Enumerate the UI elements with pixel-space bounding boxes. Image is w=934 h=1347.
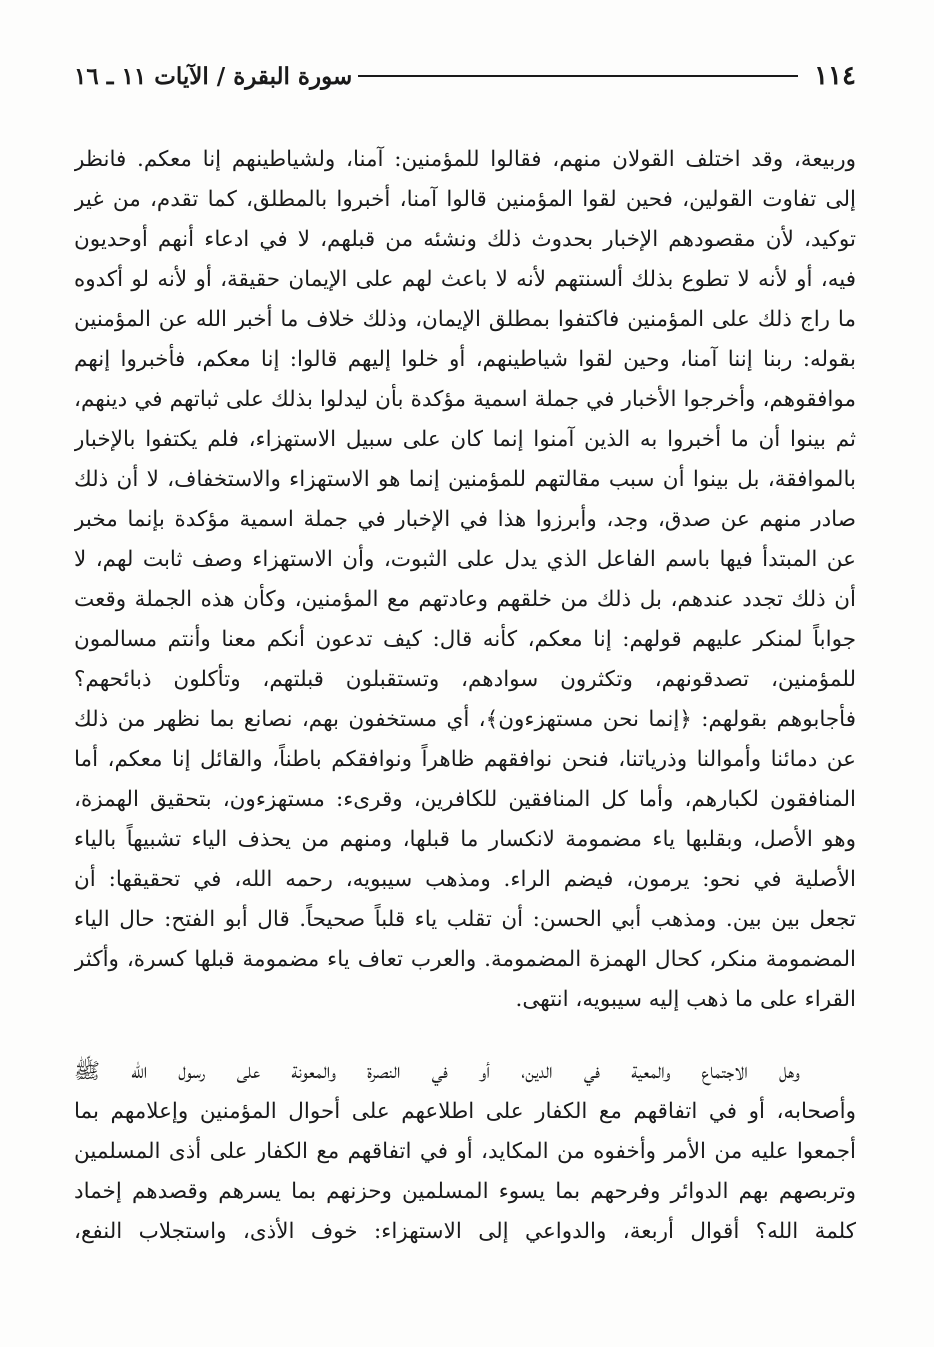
text-line: توكيد، لأن مقصودهم الإخبار بحدوث ذلك ونشئه من قبلهم، لا في ادعاء أنهم أوحديون — [74, 227, 856, 252]
text-line: كلمة الله؟ أقوال أربعة، والدواعي إلى الاستهزاء: خوف الأذى، واستجلاب النفع، — [74, 1219, 856, 1244]
text-line-last: القراء على ما ذهب إليه سيبويه، انتهى. — [515, 987, 856, 1012]
text-line: الأصلية في نحو: يرمون، فيضم الراء. ومذهب سيبويه، رحمه الله، في تحقيقها: أن — [74, 867, 856, 892]
text-line: فيه، أو لأنه لا تطوع بذلك ألسنتهم لأنه لا باعث لهم على الإيمان حقيقة، أو لأنه لو أكدوه — [74, 267, 856, 292]
paragraph-2 — [74, 1052, 856, 1252]
text-line: إلى تفاوت القولين، فحين لقوا المؤمنين قالوا آمنا، أخبروا بالمطلق، كما تقدم، من غير — [74, 187, 856, 212]
text-line: فأجابوهم بقولهم: ﴿إنما نحن مستهزءون﴾، أي مستخفون بهم، نصانع بما نظهر من ذلك — [74, 707, 856, 732]
paragraph-1 — [74, 140, 856, 1020]
text-line: أن ذلك تجدد عندهم، بل ذلك من خلقهم وعادتهم مع المؤمنين، وكأن هذه الجملة وقعت — [74, 587, 856, 612]
text-line: تجعل بين بين. ومذهب أبي الحسن: أن تقلب ياء قلباً صحيحاً. قال أبو الفتح: حال الياء — [74, 907, 856, 932]
text-line: وتربصهم بهم الدوائر وفرحهم بما يسوء المسلمين وحزنهم بما يسرهم وقصدهم إخماد — [74, 1179, 856, 1204]
page-body — [74, 140, 856, 1252]
running-title: سورة البقرة / الآيات ١١ ـ ١٦ — [74, 62, 353, 90]
text-line: للمؤمنين، تصدقونهم، وتكثرون سوادهم، وتستقبلون قبلتهم، وتأكلون ذبائحهم؟ — [74, 667, 856, 692]
text-line: بقوله: ربنا إننا آمنا، وحين لقوا شياطينهم، أو خلوا إليهم قالوا: إنا معكم، فأخبروا إنهم — [74, 347, 856, 372]
paragraph-gap — [74, 1020, 856, 1052]
page-number: ١١٤ — [814, 61, 856, 91]
text-line: المنافقون لكبارهم، وأما كل المنافقين للكافرين، وقرىء: مستهزءون، بتحقيق الهمزة، — [74, 787, 856, 812]
text-line: ما راج ذلك على المؤمنين فاكتفوا بمطلق الإيمان، وذلك خلاف ما أخبر الله عن المؤمنين — [74, 307, 856, 332]
text-line: وهو الأصل، وبقلبها ياء مضمومة لانكسار ما قبلها، ومنهم من يحذف الياء تشبيهاً بالياء — [74, 827, 856, 852]
text-line: ثم بينوا أن ما أخبروا به الذين آمنوا إنما كان على سبيل الاستهزاء، فلم يكتفوا بالإخبار — [74, 427, 856, 452]
running-header — [74, 56, 856, 96]
text-line: صادر منهم عن صدق، وجد، وأبرزوا هذا في الإخبار في جملة اسمية مؤكدة بإنما مخبر — [74, 507, 856, 532]
header-rule — [358, 75, 798, 77]
text-line: المضمومة منكر، كحال الهمزة المضمومة. والعرب تعاف ياء مضمومة قبلها كسرة، وأكثر — [74, 947, 856, 972]
text-line: عن دمائنا وأموالنا وذرياتنا، فنحن نوافقهم ظاهراً ونوافقكم باطناً، والقائل إنا معكم، أما — [74, 747, 856, 772]
text-line: أجمعوا عليه من الأمر وأخفوه من المكايد، أو في اتفاقهم مع الكفار على أذى المسلمين — [74, 1139, 856, 1164]
text-line: وربيعة، وقد اختلف القولان منهم، فقالوا للمؤمنين: آمنا، ولشياطينهم إنا معكم. فانظر — [74, 147, 856, 172]
text-line: عن المبتدأ فيها باسم الفاعل الذي يدل على الثبوت، وأن الاستهزاء وصف ثابت لهم، لا — [74, 547, 856, 572]
text-line: موافقوهم، وأخرجوا الأخبار في جملة اسمية مؤكدة بأن ليدلوا بذلك على ثباتهم في دينهم، — [74, 387, 856, 412]
text-line: جواباً لمنكر عليهم قولهم: إنا معكم، كأنه قال: كيف تدعون أنكم معنا وأنتم مسالمون — [74, 627, 856, 652]
text-line: وهل الاجتماع والمعية في الدين، أو في النصرة والمعونة على رسول الله ﷺ — [74, 1059, 800, 1084]
text-line: بالموافقة، بل بينوا أن سبب مقالتهم للمؤمنين إنما هو الاستهزاء والاستخفاف، لا أن ذلك — [74, 467, 856, 492]
text-line: وأصحابه، أو في اتفاقهم مع الكفار على اطلاعهم على أحوال المؤمنين وإعلامهم بما — [74, 1099, 856, 1124]
